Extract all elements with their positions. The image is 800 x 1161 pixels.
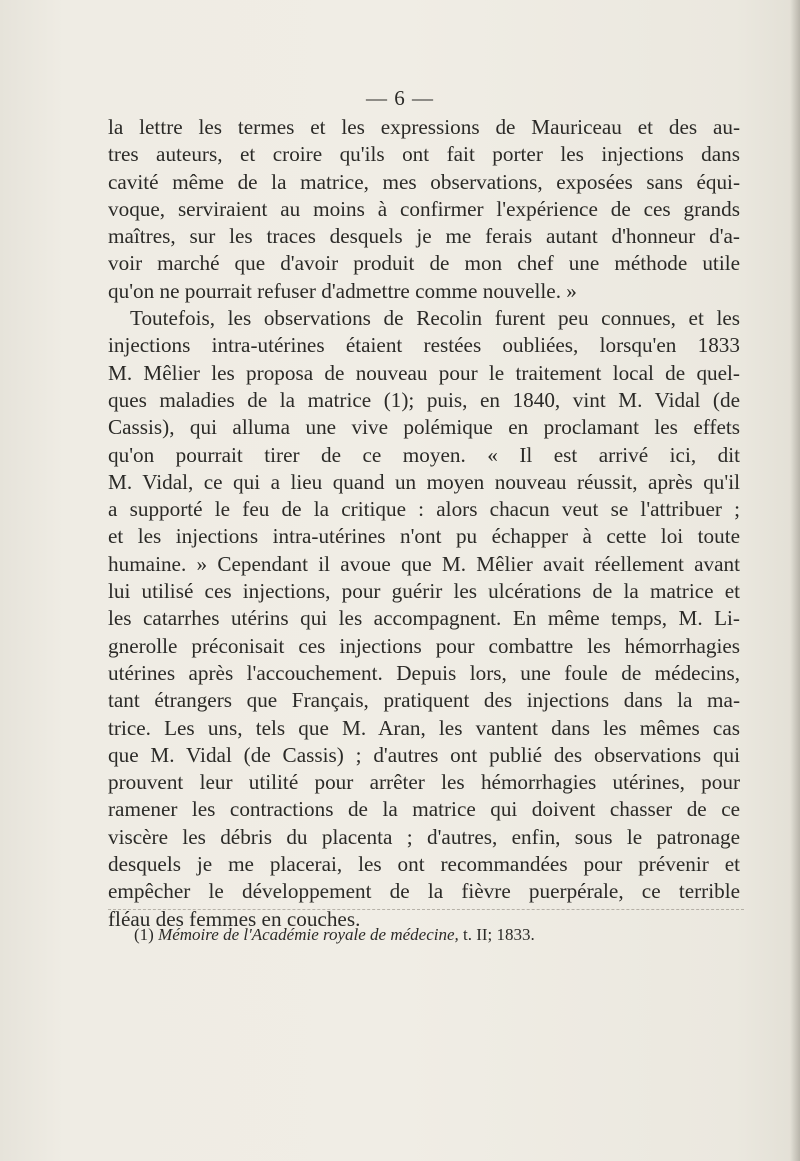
- footnote-citation: t. II; 1833.: [458, 925, 535, 944]
- text-line: maîtres, sur les traces desquels je me ferais autant d'honneur d'a-: [108, 224, 740, 249]
- text-line: utérines après l'accouchement. Depuis lors, une foule de médecins,: [108, 660, 740, 685]
- text-line: tant étrangers que Français, pratiquent des injections dans la ma-: [108, 688, 740, 713]
- footnote-divider: [108, 909, 744, 910]
- text-line: prouvent leur utilité pour arrêter les hémorrhagies utérines, pour: [108, 770, 740, 795]
- text-line: voque, serviraient au moins à confirmer l'expérience de ces grands: [108, 196, 740, 221]
- text-line: M. Vidal, ce qui a lieu quand un moyen nouveau réussit, après qu'il: [108, 469, 740, 494]
- text-line: M. Mêlier les proposa de nouveau pour le traitement local de quel-: [108, 360, 740, 385]
- page-number: — 6 —: [366, 86, 434, 110]
- text-line: fléau des femmes en couches.: [108, 906, 361, 931]
- text-line: a supporté le feu de la critique : alors chacun veut se l'attribuer ;: [108, 497, 740, 522]
- text-line: viscère les débris du placenta ; d'autres, enfin, sous le patronage: [108, 824, 740, 849]
- text-line: gnerolle préconisait ces injections pour combattre les hémorrhagies: [108, 633, 740, 658]
- text-line: qu'on ne pourrait refuser d'admettre comme nouvelle. »: [108, 278, 577, 303]
- text-line: voir marché que d'avoir produit de mon chef une méthode utile: [108, 251, 740, 276]
- footnote-marker: (1): [134, 925, 154, 944]
- text-line: Cassis), qui alluma une vive polémique en proclamant les effets: [108, 415, 740, 440]
- text-line: trice. Les uns, tels que M. Aran, les vantent dans les mêmes cas: [108, 715, 740, 740]
- text-line: que M. Vidal (de Cassis) ; d'autres ont publié des observations qui: [108, 742, 740, 767]
- footnote: [134, 925, 535, 945]
- text-line: injections intra-utérines étaient restées oubliées, lorsqu'en 1833: [108, 333, 740, 358]
- footnote-title: Mémoire de l'Académie royale de médecine,: [158, 925, 459, 944]
- body-text: [108, 114, 740, 933]
- text-line: lui utilisé ces injections, pour guérir les ulcérations de la matrice et: [108, 579, 740, 604]
- text-line: et les injections intra-utérines n'ont pu échapper à cette loi toute: [108, 524, 740, 549]
- text-line: les catarrhes utérins qui les accompagnent. En même temps, M. Li-: [108, 606, 740, 631]
- text-line: qu'on pourrait tirer de ce moyen. « Il est arrivé ici, dit: [108, 442, 740, 467]
- text-line: ques maladies de la matrice (1); puis, en 1840, vint M. Vidal (de: [108, 387, 740, 412]
- text-line: desquels je me placerai, les ont recommandées pour prévenir et: [108, 852, 740, 877]
- text-line: tres auteurs, et croire qu'ils ont fait porter les injections dans: [108, 142, 740, 167]
- text-line: Toutefois, les observations de Recolin furent peu connues, et les: [130, 306, 740, 331]
- text-line: cavité même de la matrice, mes observations, exposées sans équi-: [108, 169, 740, 194]
- page-edge-shadow: [790, 0, 800, 1161]
- text-line: ramener les contractions de la matrice qui doivent chasser de ce: [108, 797, 740, 822]
- text-line: humaine. » Cependant il avoue que M. Mêlier avait réellement avant: [108, 551, 740, 576]
- text-line: empêcher le développement de la fièvre puerpérale, ce terrible: [108, 879, 740, 904]
- text-line: la lettre les termes et les expressions de Mauriceau et des au-: [108, 115, 740, 139]
